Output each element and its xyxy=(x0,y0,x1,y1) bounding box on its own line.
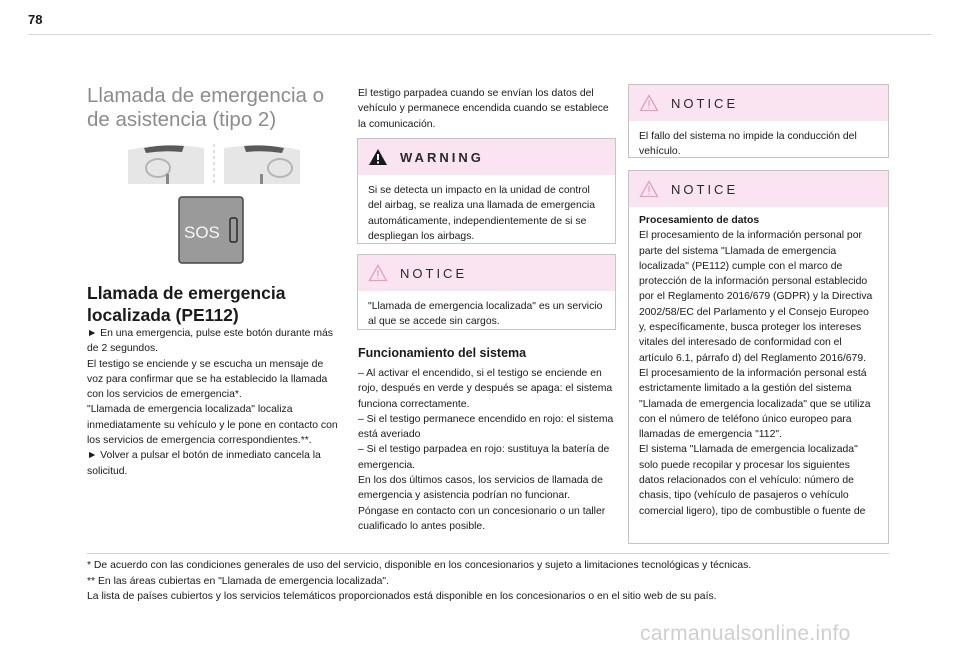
notice-text: El fallo del sistema no impide la conducción del vehículo. xyxy=(639,131,857,158)
header-divider xyxy=(28,34,932,35)
list-item: – Si el testigo permanece encendido en rojo: el sistema está averiado xyxy=(358,413,614,441)
system-operation-heading: Funcionamiento del sistema xyxy=(358,346,527,360)
indicator-intro: El testigo parpadea cuando se envían los datos del vehículo y permanece encendida cuando se establece la comunicación. xyxy=(358,88,609,130)
warning-box xyxy=(357,138,616,244)
list-item: En los dos últimos casos, los servicios de llamada de emergencia y asistencia podrían no funcionar. xyxy=(358,475,603,502)
paragraph: El testigo se enciende y se escucha un mensaje de voz para confirmar que se ha establecido la llamada con los servicios de emergencia*. xyxy=(87,358,328,401)
paragraph: El procesamiento de la información personal por parte del sistema "Llamada de emergencia localizada" (PE112) cumple con el marco de protección de la información personal establecido por el Reglamento 2016/679 (GDPR) y la Directiva 2002/58/EC del Parlamento y el Consejo Europeo y, específicamente, busca proteger los intereses vitales del interesado de conformidad con el artículo 6.1, párrafo d) del Reglamento 2016/679. xyxy=(639,230,873,364)
warning-text: Si se detecta un impacto en la unidad de control del airbag, se realiza una llamada de emergencia automáticamente, independientemente de si se despliegan los airbags. xyxy=(368,185,596,242)
notice-box-data-processing xyxy=(628,170,889,544)
footnote: * De acuerdo con las condiciones generales de uso del servicio, disponible en los concesionarios y sujeto a limitaciones tecnológicas y técnicas. xyxy=(87,560,752,571)
section-title: Llamada de emergencia o de asistencia (tipo 2) xyxy=(87,84,325,131)
footnote: ** En las áreas cubiertas en "Llamada de emergencia localizada". xyxy=(87,575,389,587)
paragraph: El sistema "Llamada de emergencia localizada" solo puede recopilar y procesar los siguientes datos relacionados con el vehículo: número de chasis, tipo (vehículo de pasajeros o vehículo comercial ligero), tipo de combustible o fuente de xyxy=(639,444,866,517)
notice-header xyxy=(358,255,615,291)
notice-header xyxy=(629,85,888,121)
notice-triangle-icon xyxy=(368,264,388,282)
page-number: 78 xyxy=(28,12,43,27)
notice-text: "Llamada de emergencia localizada" es un servicio al que se accede sin cargos. xyxy=(368,301,603,328)
warning-label: WARNING xyxy=(400,149,484,165)
paragraph: ► En una emergencia, pulse este botón durante más de 2 segundos. xyxy=(87,328,333,355)
notice-box-system-failure xyxy=(628,84,889,158)
data-processing-body xyxy=(629,207,888,525)
notice-triangle-icon xyxy=(639,180,659,198)
sos-label: SOS xyxy=(184,223,220,242)
watermark: carmanualsonline.info xyxy=(640,622,851,645)
notice-triangle-icon xyxy=(639,94,659,112)
list-item: Póngase en contacto con un concesionario o un taller cualificado lo antes posible. xyxy=(358,505,606,532)
notice-label: NOTICE xyxy=(671,181,739,197)
car-interior-illustration xyxy=(124,140,304,188)
system-operation-list xyxy=(358,366,616,534)
footnote: La lista de países cubiertos y los servicios telemáticos proporcionados está disponible en los concesionarios o en el sitio web de su país. xyxy=(87,591,717,602)
notice-box-free-service xyxy=(357,254,616,330)
footnote-divider xyxy=(87,553,889,554)
paragraph: "Llamada de emergencia localizada" localiza inmediatamente su vehículo y le pone en contacto con los servicios de emergencia correspondientes.**. xyxy=(87,404,338,447)
footnotes xyxy=(87,558,889,605)
warning-header xyxy=(358,139,615,175)
notice-header xyxy=(629,171,888,207)
subheading-pe112: Llamada de emergencia localizada (PE112) xyxy=(87,283,286,325)
paragraph: ► Volver a pulsar el botón de inmediato cancela la solicitud. xyxy=(87,450,321,477)
notice-label: NOTICE xyxy=(400,265,468,281)
notice-label: NOTICE xyxy=(671,95,739,111)
paragraph: El procesamiento de la información personal está estrictamente limitado a la gestión del sistema "Llamada de emergencia localizada" que se utiliza con el número de teléfono único europeo para llamadas de emergencia "112". xyxy=(639,367,871,441)
list-item: – Al activar el encendido, si el testigo se enciende en rojo, después en verde y después se apaga: el sistema funciona correctamente. xyxy=(358,368,613,410)
sos-button-illustration xyxy=(178,196,244,264)
data-processing-heading: Procesamiento de datos xyxy=(639,215,760,226)
list-item: – Si el testigo parpadea en rojo: sustituya la batería de emergencia. xyxy=(358,444,610,471)
warning-triangle-icon xyxy=(368,148,388,166)
column1-body xyxy=(87,326,339,479)
